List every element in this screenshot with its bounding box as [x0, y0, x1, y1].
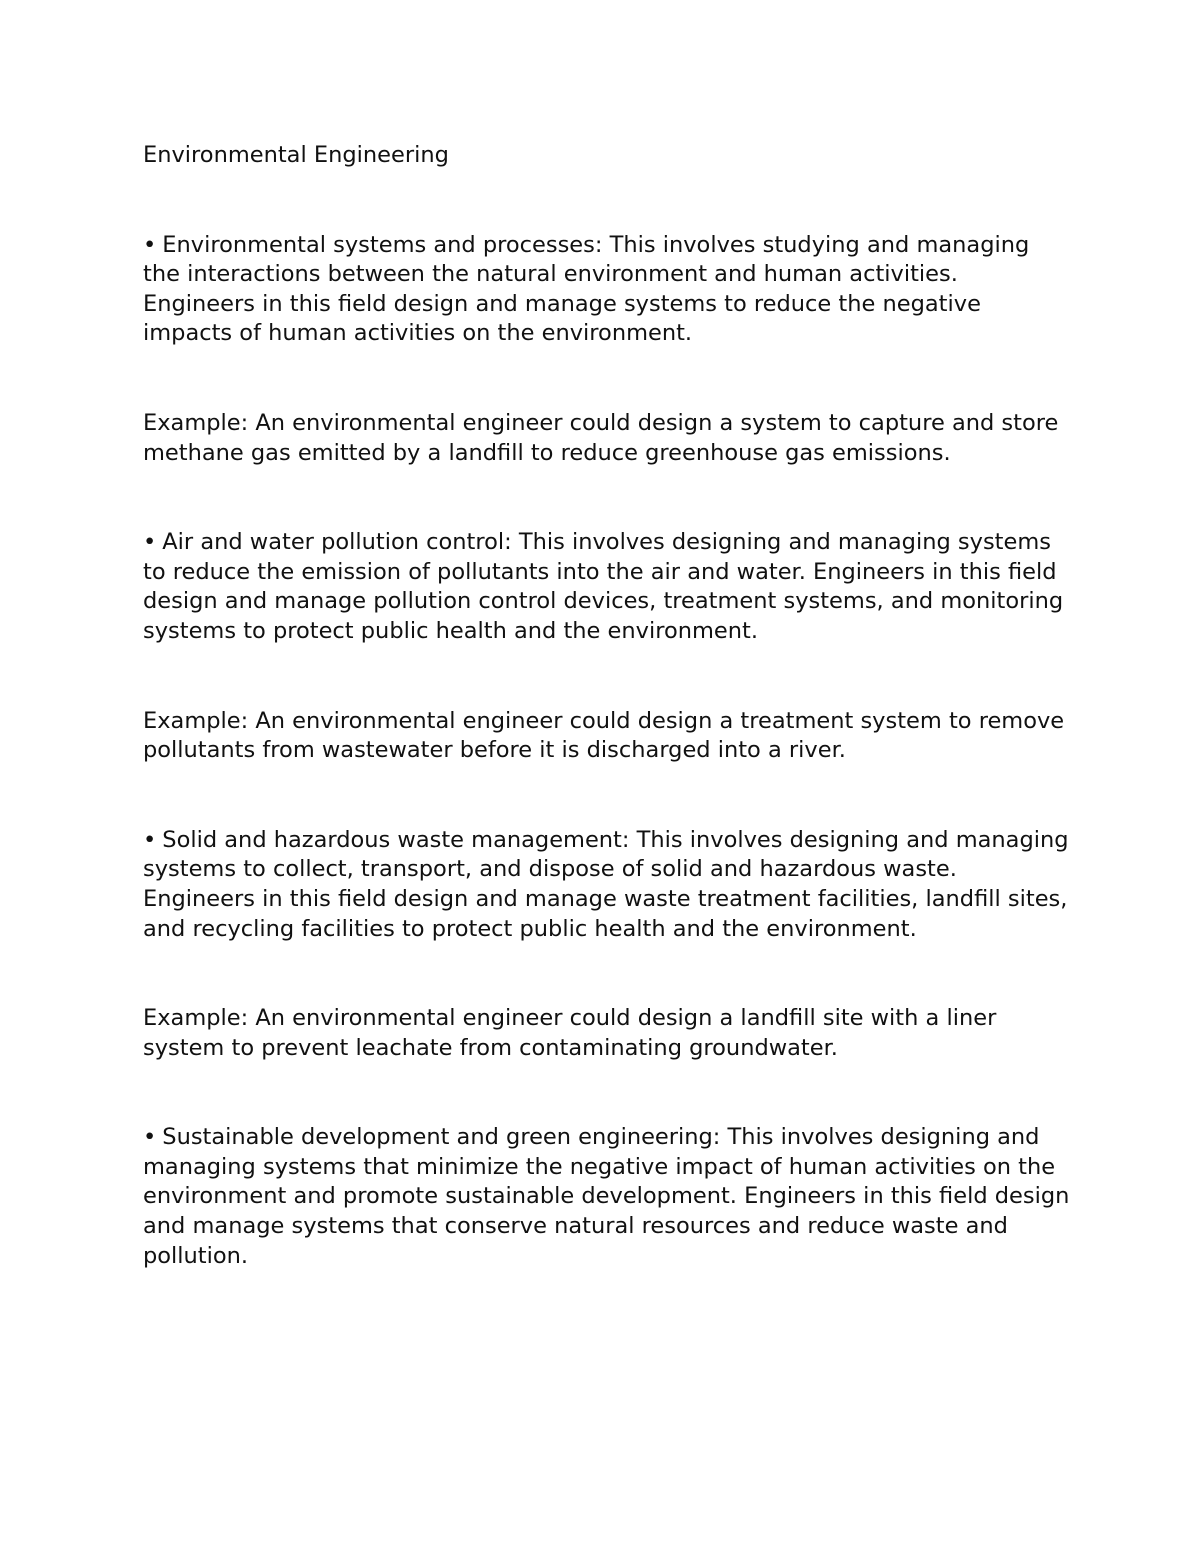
bullet-paragraph-environmental-systems	[143, 231, 1073, 349]
paragraph-text: Sustainable development and green engineering: This involves designing and managing systems that minimize the negative impact of human activities on the environment and promote sustainable development. Engineers in this field design and manage systems that conserve natural resources and reduce waste and pollution.	[143, 1124, 1070, 1269]
paragraph-text: Solid and hazardous waste management: This involves designing and managing systems to collect, transport, and dispose of solid and hazardous waste. Engineers in this field design and manage waste treatment facilities, landfill sites, and recycling facilities to protect public health and the environment.	[143, 826, 1069, 942]
example-paragraph-methane: Example: An environmental engineer could design a system to capture and store methane gas emitted by a landfill to reduce greenhouse gas emissions.	[143, 409, 1059, 466]
document-title: Environmental Engineering	[143, 142, 449, 168]
bullet-glyph: •	[143, 529, 157, 556]
bullet-glyph: •	[143, 231, 157, 258]
example-paragraph-wastewater: Example: An environmental engineer could design a treatment system to remove pollutants from wastewater before it is discharged into a river.	[143, 707, 1065, 764]
paragraph-text: Environmental systems and processes: This involves studying and managing the interactions between the natural environment and human activities. Engineers in this field design and manage systems to reduce the negative impacts of human activities on the environment.	[143, 231, 1030, 347]
bullet-paragraph-pollution-control	[143, 528, 1073, 646]
bullet-glyph: •	[143, 826, 157, 853]
bullet-paragraph-sustainable-development	[143, 1123, 1073, 1271]
paragraph-text: Air and water pollution control: This involves designing and managing systems to reduce the emission of pollutants into the air and water. Engineers in this field design and manage pollution control devices, treatment systems, and monitoring systems to protect public health and the environment.	[143, 529, 1064, 644]
example-paragraph-landfill: Example: An environmental engineer could design a landfill site with a liner system to prevent leachate from contaminating groundwater.	[143, 1005, 997, 1061]
bullet-glyph: •	[143, 1124, 157, 1151]
document-body	[143, 141, 1073, 1331]
bullet-paragraph-waste-management	[143, 826, 1073, 944]
